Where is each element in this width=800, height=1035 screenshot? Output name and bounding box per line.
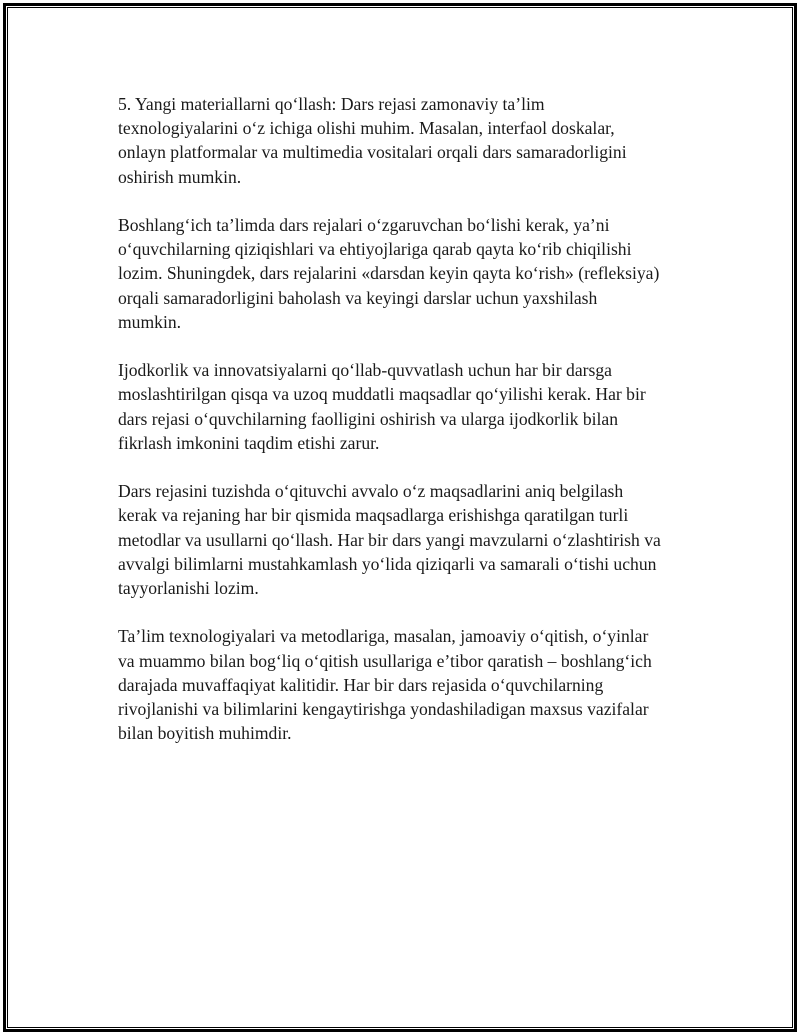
paragraph-creativity-innovation: Ijodkorlik va innovatsiyalarni qo‘llab-quvvatlash uchun har bir darsga moslashtirilgan qisqa va uzoq muddatli maqsadlar qo‘yilishi kerak. Har bir dars rejasi o‘quvchilarning faolligini oshirish va ularga ijodkorlik bilan fikrlash imkonini taqdim etishi zarur.: [118, 360, 646, 453]
paragraph-technologies-methods: Ta’lim texnologiyalari va metodlariga, masalan, jamoaviy o‘qitish, o‘yinlar va muammo bilan bog‘liq o‘qitish usullariga e’tibor qaratish – boshlang‘ich darajada muvaffaqiyat kalitidir. Har bir dars rejasida o‘quvchilarning rivojlanishi va bilimlarini kengaytirishga yondashiladigan maxsus vazifalar bilan boyitish muhimdir.: [118, 626, 652, 744]
paragraph-plan-construction: Dars rejasini tuzishda o‘qituvchi avvalo o‘z maqsadlarini aniq belgilash kerak va rejaning har bir qismida maqsadlarga erishishga qaratilgan turli metodlar va usullarni qo‘llash. Har bir dars yangi mavzularni o‘zlashtirish va avvalgi bilimlarni mustahkamlash yo‘lida qiziqarli va samarali o‘tishi uchun tayyorlanishi lozim.: [118, 481, 661, 599]
paragraph-new-materials: 5. Yangi materiallarni qo‘llash: Dars rejasi zamonaviy ta’lim texnologiyalarini o‘z ichiga olishi muhim. Masalan, interfaol doskalar, onlayn platformalar va multimedia vositalari orqali dars samaradorligini oshirish mumkin.: [118, 94, 627, 187]
paragraph-flexible-plans: Boshlang‘ich ta’limda dars rejalari o‘zgaruvchan bo‘lishi kerak, ya’ni o‘quvchilarning qiziqishlari va ehtiyojlariga qarab qayta ko‘rib chiqilishi lozim. Shuningdek, dars rejalarini «darsdan keyin qayta ko‘rish» (refleksiya) orqali samaradorligini baholash va keyingi darslar uchun yaxshilash mumkin.: [118, 215, 660, 332]
document-body: [118, 92, 698, 770]
